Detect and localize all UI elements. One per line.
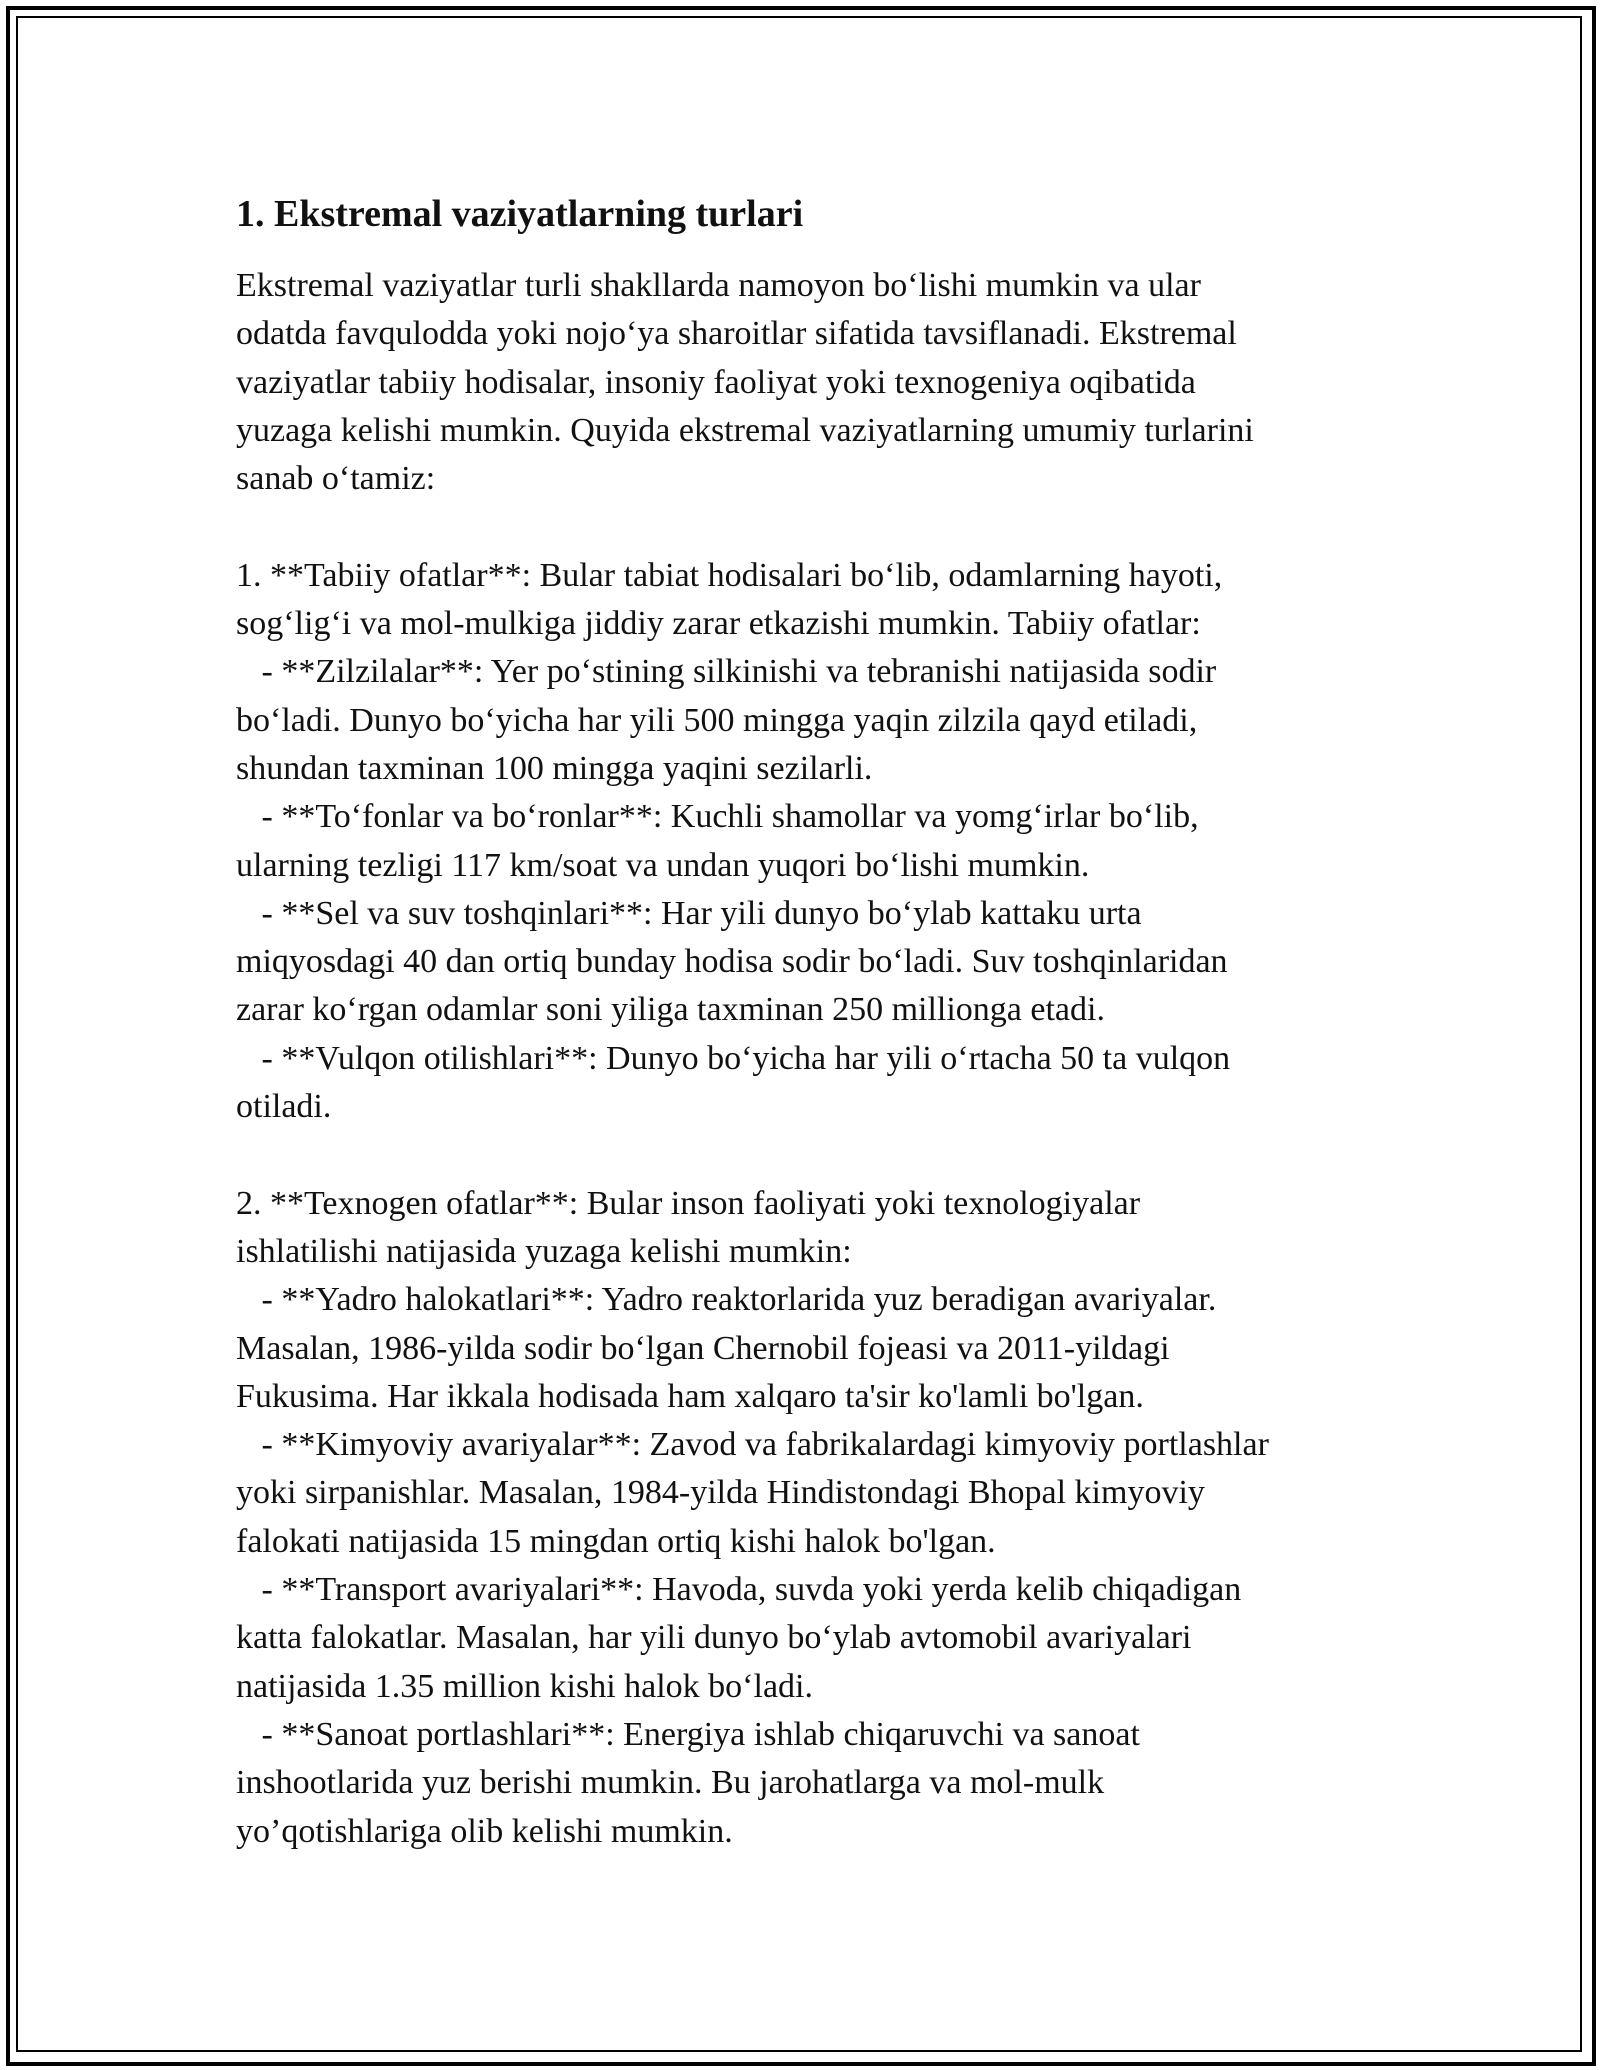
text-line: Fukusima. Har ikkala hodisada ham xalqaro ta'sir ko'lamli bo'lgan. <box>236 1377 1144 1415</box>
text-line: - **To‘fonlar va bo‘ronlar**: Kuchli shamollar va yomg‘irlar bo‘lib, <box>236 798 1199 836</box>
text-line: otiladi. <box>236 1088 332 1126</box>
text-line: - **Sanoat portlashlari**: Energiya ishlab chiqaruvchi va sanoat <box>236 1715 1140 1753</box>
text-line: miqyosdagi 40 dan ortiq bunday hodisa sodir bo‘ladi. Suv toshqinlaridan <box>236 943 1228 981</box>
text-line: vaziyatlar tabiiy hodisalar, insoniy faoliyat yoki texnogeniya oqibatida <box>236 363 1196 401</box>
text-line: ularning tezligi 117 km/soat va undan yuqori bo‘lishi mumkin. <box>236 846 1090 884</box>
text-line: natijasida 1.35 million kishi halok bo‘ladi. <box>236 1667 813 1705</box>
text-line: - **Kimyoviy avariyalar**: Zavod va fabrikalardagi kimyoviy portlashlar <box>236 1426 1269 1464</box>
text-line: bo‘ladi. Dunyo bo‘yicha har yili 500 mingga yaqin zilzila qayd etiladi, <box>236 701 1198 739</box>
text-line: - **Yadro halokatlari**: Yadro reaktorlarida yuz beradigan avariyalar. <box>236 1281 1217 1319</box>
text-line: yuzaga kelishi mumkin. Quyida ekstremal vaziyatlarning umumiy turlarini <box>236 411 1254 449</box>
text-line: yoki sirpanishlar. Masalan, 1984-yilda Hindistondagi Bhopal kimyoviy <box>236 1474 1205 1512</box>
text-line: 2. **Texnogen ofatlar**: Bular inson faoliyati yoki texnologiyalar <box>236 1184 1141 1222</box>
text-line: - **Zilzilalar**: Yer po‘stining silkinishi va tebranishi natijasida sodir <box>236 653 1217 691</box>
section-heading: 1. Ekstremal vaziyatlarning turlari <box>236 193 804 235</box>
text-line: zarar ko‘rgan odamlar soni yiliga taxminan 250 millionga etadi. <box>236 991 1105 1029</box>
body-text <box>236 262 1356 1856</box>
text-line: 1. **Tabiiy ofatlar**: Bular tabiat hodisalari bo‘lib, odamlarning hayoti, <box>236 556 1223 594</box>
blank-line <box>236 1131 1356 1179</box>
text-line: shundan taxminan 100 mingga yaqini sezilarli. <box>236 749 873 787</box>
text-line: Masalan, 1986-yilda sodir bo‘lgan Chernobil fojeasi va 2011-yildagi <box>236 1329 1170 1367</box>
text-line: inshootlarida yuz berishi mumkin. Bu jarohatlarga va mol-mulk <box>236 1764 1105 1802</box>
text-line: - **Sel va suv toshqinlari**: Har yili dunyo bo‘ylab kattaku urta <box>236 894 1142 932</box>
document-body <box>236 186 1356 1856</box>
text-line: sanab o‘tamiz: <box>236 460 436 498</box>
text-line: ishlatilishi natijasida yuzaga kelishi mumkin: <box>236 1232 852 1270</box>
text-line: - **Transport avariyalari**: Havoda, suvda yoki yerda kelib chiqadigan <box>236 1571 1242 1609</box>
text-line: Ekstremal vaziyatlar turli shakllarda namoyon bo‘lishi mumkin va ular <box>236 267 1201 304</box>
text-line: - **Vulqon otilishlari**: Dunyo bo‘yicha har yili o‘rtacha 50 ta vulqon <box>236 1039 1231 1077</box>
text-line: falokati natijasida 15 mingdan ortiq kishi halok bo'lgan. <box>236 1522 996 1560</box>
text-line: odatda favqulodda yoki nojo‘ya sharoitlar sifatida tavsiflanadi. Ekstremal <box>236 315 1237 353</box>
text-line: sog‘lig‘i va mol-mulkiga jiddiy zarar etkazishi mumkin. Tabiiy ofatlar: <box>236 605 1201 643</box>
blank-line <box>236 503 1356 551</box>
text-line: katta falokatlar. Masalan, har yili dunyo bo‘ylab avtomobil avariyalari <box>236 1619 1192 1657</box>
text-line: yo’qotishlariga olib kelishi mumkin. <box>236 1812 733 1850</box>
